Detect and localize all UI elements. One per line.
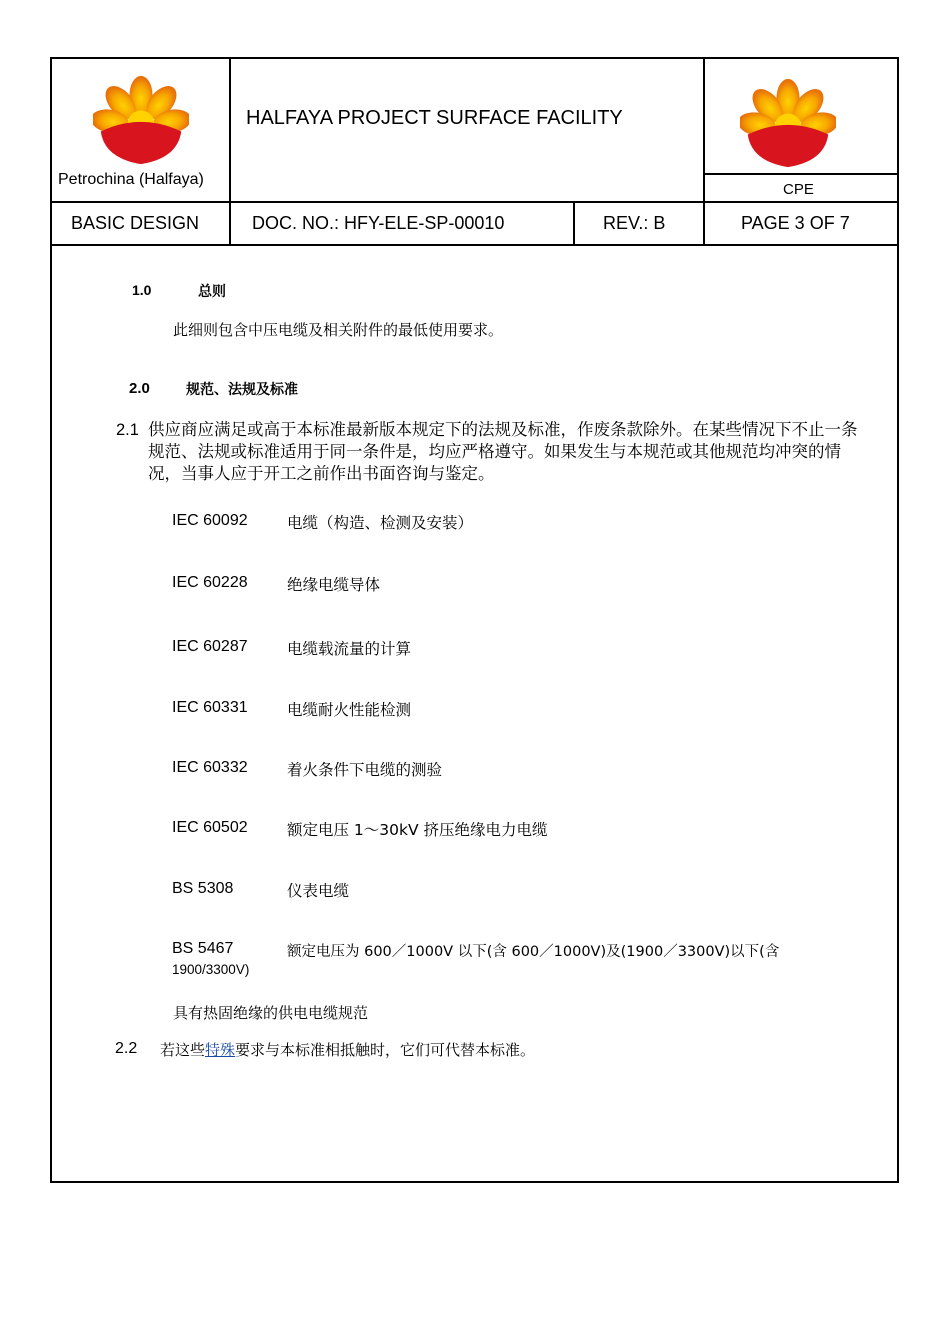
standard-code: IEC 60228 bbox=[172, 574, 248, 591]
clause-text: 供应商应满足或高于本标准最新版本规定下的法规及标准，作废条款除外。在某些情况下不止一条规范、法规或标准适用于同一条件是，均应严格遵守。如果发生与本规范或其他规范均冲突的情况，当事人应于开工之前作出书面咨询与鉴定。 bbox=[148, 420, 858, 483]
clause-text: 若这些特殊要求与本标准相抵触时，它们可代替本标准。 bbox=[160, 1041, 536, 1059]
header-divider bbox=[50, 201, 899, 203]
header-divider bbox=[703, 57, 705, 245]
standard-code: IEC 60502 bbox=[172, 819, 248, 836]
page-number: PAGE 3 OF 7 bbox=[741, 213, 850, 233]
doc-number: DOC. NO.: HFY-ELE-SP-00010 bbox=[252, 213, 505, 233]
header-divider bbox=[229, 57, 231, 245]
standard-description: 电缆载流量的计算 bbox=[287, 640, 412, 658]
link-special[interactable]: 特殊 bbox=[205, 1041, 236, 1059]
clause-number: 2.2 bbox=[115, 1040, 138, 1057]
standard-description: 着火条件下电缆的测验 bbox=[287, 761, 443, 779]
cpe-logo bbox=[740, 77, 836, 169]
standard-description: 额定电压为 600／1000V 以下(含 600／1000V)及(1900／3300V)以下(含 bbox=[287, 944, 780, 960]
standard-code: IEC 60092 bbox=[172, 512, 248, 529]
standard-code: BS 5467 bbox=[172, 940, 234, 957]
section-title: 规范、法规及标准 bbox=[186, 382, 298, 398]
basic-design-label: BASIC DESIGN bbox=[71, 213, 200, 233]
project-title: HALFAYA PROJECT SURFACE FACILITY bbox=[246, 107, 623, 129]
section-title: 总则 bbox=[198, 284, 226, 300]
standard-code: IEC 60332 bbox=[172, 759, 248, 776]
standard-code: IEC 60287 bbox=[172, 638, 248, 655]
company-name: Petrochina (Halfaya) bbox=[58, 171, 204, 188]
standard-description: 电缆（构造、检测及安装） bbox=[287, 514, 474, 532]
section-number: 2.0 bbox=[129, 380, 150, 397]
standard-description: 额定电压 1～30kV 挤压绝缘电力电缆 bbox=[287, 821, 548, 839]
standard-description-wrap: 1900/3300V) bbox=[172, 962, 250, 977]
standard-code: BS 5308 bbox=[172, 880, 234, 897]
header-divider bbox=[50, 244, 899, 246]
header-divider bbox=[573, 201, 575, 245]
standard-code: IEC 60331 bbox=[172, 699, 248, 716]
standard-description: 仪表电缆 bbox=[287, 882, 350, 900]
section-text: 此细则包含中压电缆及相关附件的最低使用要求。 bbox=[173, 321, 504, 339]
standard-description: 电缆耐火性能检测 bbox=[287, 701, 412, 719]
client-label: CPE bbox=[783, 181, 814, 198]
petrochina-logo bbox=[93, 74, 189, 166]
section-number: 1.0 bbox=[132, 282, 152, 298]
revision: REV.: B bbox=[603, 213, 666, 233]
standard-description: 绝缘电缆导体 bbox=[287, 576, 381, 594]
standard-description-continued: 具有热固绝缘的供电电缆规范 bbox=[173, 1004, 369, 1022]
header-divider bbox=[703, 173, 899, 175]
clause-number: 2.1 bbox=[116, 421, 139, 439]
